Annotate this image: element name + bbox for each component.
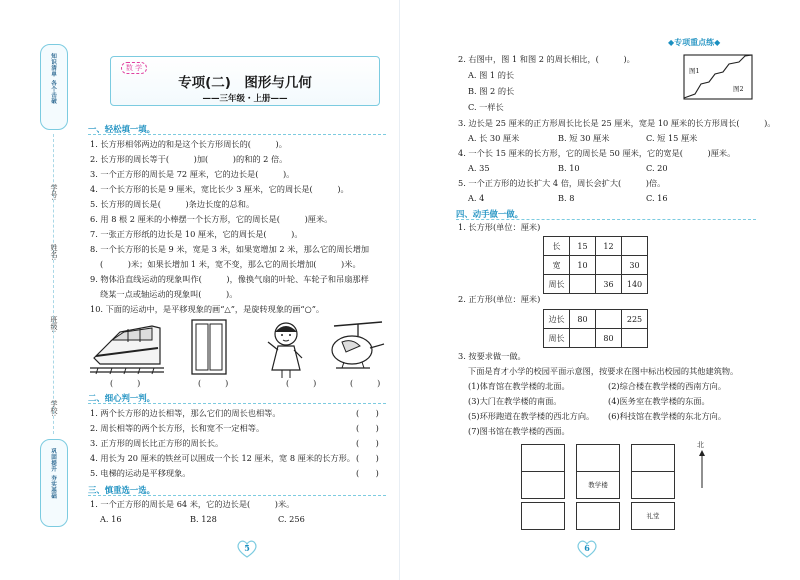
choose-q5-option-a[interactable]: A. 4 bbox=[468, 193, 485, 203]
answer-paren-door[interactable]: ( ) bbox=[198, 379, 229, 388]
building-teaching: 教学楼 bbox=[576, 471, 620, 499]
cell: 140 bbox=[622, 275, 648, 294]
choose-q3-option-a[interactable]: A. 长 30 厘米 bbox=[468, 133, 520, 143]
answer-paren-helicopter[interactable]: ( ) bbox=[350, 379, 381, 388]
building-n[interactable] bbox=[576, 444, 620, 472]
building-ne[interactable] bbox=[631, 444, 675, 472]
page-number-left bbox=[236, 540, 258, 558]
choose-q3-option-b[interactable]: B. 短 30 厘米 bbox=[558, 133, 610, 143]
cell: 36 bbox=[596, 275, 622, 294]
judge-paren-3[interactable]: ( ) bbox=[356, 438, 379, 448]
page-number-right-text: 6 bbox=[584, 543, 590, 553]
requirement-4: (4)医务室在教学楼的东面。 bbox=[608, 396, 710, 406]
strip-dashed-line bbox=[53, 134, 54, 434]
section-fill-in: 一、轻松填一填。 bbox=[88, 124, 155, 134]
cell-blank[interactable] bbox=[596, 310, 622, 329]
judge-q2: 2. 周长相等的两个长方形，长和宽不一定相等。 bbox=[90, 423, 265, 433]
north-label: 北 bbox=[697, 441, 704, 449]
judge-paren-1[interactable]: ( ) bbox=[356, 408, 379, 418]
strip-text-bottom: 巩固提升 夯实基础 bbox=[50, 448, 56, 500]
activity-title: 3. 按要求做一做。 bbox=[458, 351, 526, 361]
page-number-left-text: 5 bbox=[244, 543, 250, 553]
judge-paren-4[interactable]: ( ) bbox=[356, 453, 379, 463]
choose-q1-option-b[interactable]: B. 128 bbox=[190, 514, 217, 524]
choose-q1: 1. 一个正方形的周长是 64 米，它的边长是( )米。 bbox=[90, 499, 295, 509]
requirement-3: (3)大门在教学楼的南面。 bbox=[468, 396, 562, 406]
side-strip bbox=[40, 44, 68, 544]
north-arrow bbox=[695, 440, 709, 490]
cell-blank[interactable] bbox=[570, 329, 596, 348]
fill-q1: 1. 长方形相邻两边的和是这个长方形周长的( )。 bbox=[90, 139, 287, 149]
cell: 宽 bbox=[544, 256, 570, 275]
judge-paren-2[interactable]: ( ) bbox=[356, 423, 379, 433]
judge-q3: 3. 正方形的周长比正方形的周长长。 bbox=[90, 438, 224, 448]
cell: 长 bbox=[544, 237, 570, 256]
requirement-5: (5)环形跑道在教学楼的西北方向。 bbox=[468, 411, 595, 421]
judge-paren-5[interactable]: ( ) bbox=[356, 468, 379, 478]
page-subtitle: ——三年级・上册—— bbox=[202, 94, 288, 104]
choose-q4-option-a[interactable]: A. 35 bbox=[468, 163, 490, 173]
cell: 225 bbox=[622, 310, 648, 329]
page-number-right bbox=[576, 540, 598, 558]
class-label: 班级: bbox=[50, 316, 58, 333]
square-table bbox=[543, 309, 648, 348]
motion-illustrations bbox=[90, 318, 385, 380]
activity-description: 下面是育才小学的校园平面示意图，按要求在图中标出校园的其他建筑物。 bbox=[468, 366, 739, 376]
table-1-title: 1. 长方形(单位：厘米) bbox=[458, 222, 541, 232]
train-icon bbox=[90, 326, 164, 374]
perimeter-figure bbox=[683, 54, 753, 100]
section-judge: 二、细心判一判。 bbox=[88, 393, 155, 403]
fill-q4: 4. 一个长方形的长是 9 厘米，宽比长少 3 厘米，它的周长是( )。 bbox=[90, 184, 349, 194]
judge-q4: 4. 用长为 20 厘米的铁丝可以围成一个长 12 厘米，宽 8 厘米的长方形。 bbox=[90, 453, 355, 463]
requirement-7: (7)图书馆在教学楼的西面。 bbox=[468, 426, 570, 436]
answer-paren-train[interactable]: ( ) bbox=[110, 379, 141, 388]
cell: 边长 bbox=[544, 310, 570, 329]
right-page bbox=[400, 0, 800, 580]
choose-q3-option-c[interactable]: C. 短 15 厘米 bbox=[646, 133, 698, 143]
cell: 周长 bbox=[544, 329, 570, 348]
subject-badge: 数 学 bbox=[121, 62, 147, 74]
choose-q1-option-c[interactable]: C. 256 bbox=[278, 514, 305, 524]
cell-blank[interactable] bbox=[622, 329, 648, 348]
student-name-label: 姓名: bbox=[50, 244, 58, 261]
cell: 80 bbox=[596, 329, 622, 348]
fill-q8-line1: 8. 一个长方形的长是 9 米，宽是 3 米，如果宽增加 2 米，那么它的周长增加 bbox=[90, 244, 370, 254]
fill-q8-line2: ( )米；如果长增加 1 米，宽不变，那么它的周长增加( )米。 bbox=[100, 259, 361, 269]
answer-paren-girl[interactable]: ( ) bbox=[286, 379, 317, 388]
requirement-6: (6)科技馆在教学楼的东北方向。 bbox=[608, 411, 727, 421]
fill-q6: 6. 用 8 根 2 厘米的小棒摆一个长方形，它的周长是( )厘米。 bbox=[90, 214, 333, 224]
building-s[interactable] bbox=[576, 502, 620, 530]
section-divider bbox=[456, 219, 756, 220]
strip-text-top: 知识清单 各个击破 bbox=[50, 53, 56, 105]
fill-q2: 2. 长方形的周长等于( )加( )的和的 2 倍。 bbox=[90, 154, 288, 164]
fill-q9-line2: 绕某一点或轴运动的现象叫( )。 bbox=[100, 289, 238, 299]
choose-q2-option-a[interactable]: A. 图 1 的长 bbox=[468, 70, 515, 80]
building-sw[interactable] bbox=[521, 502, 565, 530]
cell: 15 bbox=[570, 237, 596, 256]
helicopter-icon bbox=[332, 322, 384, 368]
strip-box-bottom bbox=[40, 439, 68, 527]
cell: 12 bbox=[596, 237, 622, 256]
fill-q10: 10. 下面的运动中，是平移现象的画“△”，是旋转现象的画“○”。 bbox=[90, 304, 325, 314]
page-title: 专项(二) 图形与几何 bbox=[178, 75, 312, 91]
cell-blank[interactable] bbox=[596, 256, 622, 275]
figure-1-label: 图1 bbox=[689, 67, 700, 75]
building-nw[interactable] bbox=[521, 444, 565, 472]
choose-q2: 2. 右图中，图 1 和图 2 的周长相比，( )。 bbox=[458, 54, 635, 64]
table-2-title: 2. 正方形(单位：厘米) bbox=[458, 294, 541, 304]
section-divider bbox=[88, 134, 386, 135]
choose-q5-option-b[interactable]: B. 8 bbox=[558, 193, 575, 203]
requirement-2: (2)综合楼在教学楼的西南方向。 bbox=[608, 381, 727, 391]
rectangle-table bbox=[543, 236, 648, 294]
cell: 周长 bbox=[544, 275, 570, 294]
girl-icon bbox=[268, 323, 302, 378]
cell: 10 bbox=[570, 256, 596, 275]
choose-q5: 5. 一个正方形的边长扩大 4 倍，周长会扩大( )倍。 bbox=[458, 178, 666, 188]
cell-blank[interactable] bbox=[622, 237, 648, 256]
strip-box-top bbox=[40, 44, 68, 130]
choose-q2-option-c[interactable]: C. 一样长 bbox=[468, 102, 504, 112]
north-arrow-icon bbox=[695, 440, 709, 490]
choose-q4-option-c[interactable]: C. 20 bbox=[646, 163, 668, 173]
section-choose: 三、慎重选一选。 bbox=[88, 485, 155, 495]
choose-q4: 4. 一个长 15 厘米的长方形，它的周长是 50 厘米，它的宽是( )厘米。 bbox=[458, 148, 736, 158]
school-label: 学校: bbox=[50, 400, 58, 417]
choose-q5-option-c[interactable]: C. 16 bbox=[646, 193, 668, 203]
building-e[interactable] bbox=[631, 471, 675, 499]
section-hands-on: 四、动手做一做。 bbox=[456, 209, 523, 219]
judge-q1: 1. 两个长方形的边长相等，那么它们的周长也相等。 bbox=[90, 408, 281, 418]
title-box bbox=[110, 56, 380, 106]
figure-2-label: 图2 bbox=[733, 85, 744, 93]
choose-q1-option-a[interactable]: A. 16 bbox=[100, 514, 122, 524]
section-divider bbox=[88, 495, 386, 496]
cell: 80 bbox=[570, 310, 596, 329]
fill-q5: 5. 长方形的周长是( )条边长度的总和。 bbox=[90, 199, 255, 209]
section-divider bbox=[88, 403, 386, 404]
judge-q5: 5. 电梯的运动是平移现象。 bbox=[90, 468, 191, 478]
student-number-label: 学号: bbox=[50, 184, 58, 201]
building-w[interactable] bbox=[521, 471, 565, 499]
choose-q4-option-b[interactable]: B. 10 bbox=[558, 163, 580, 173]
cell: 30 bbox=[622, 256, 648, 275]
fill-q7: 7. 一张正方形纸的边长是 10 厘米，它的周长是( )。 bbox=[90, 229, 303, 239]
cell-blank[interactable] bbox=[570, 275, 596, 294]
fill-q9-line1: 9. 物体沿直线运动的现象叫作( )，像换气扇的叶轮、车轮子和吊扇那样 bbox=[90, 274, 369, 284]
section-badge: ◆专项重点练◆ bbox=[668, 38, 721, 47]
choose-q3: 3. 边长是 25 厘米的正方形周长比长是 25 厘米，宽是 10 厘米的长方形周长( )。 bbox=[458, 118, 776, 128]
requirement-1: (1)体育馆在教学楼的北面。 bbox=[468, 381, 570, 391]
building-hall: 礼堂 bbox=[631, 502, 675, 530]
choose-q2-option-b[interactable]: B. 图 2 的长 bbox=[468, 86, 515, 96]
fill-q3: 3. 一个正方形的周长是 72 厘米，它的边长是( )。 bbox=[90, 169, 295, 179]
sliding-door-icon bbox=[192, 320, 226, 374]
